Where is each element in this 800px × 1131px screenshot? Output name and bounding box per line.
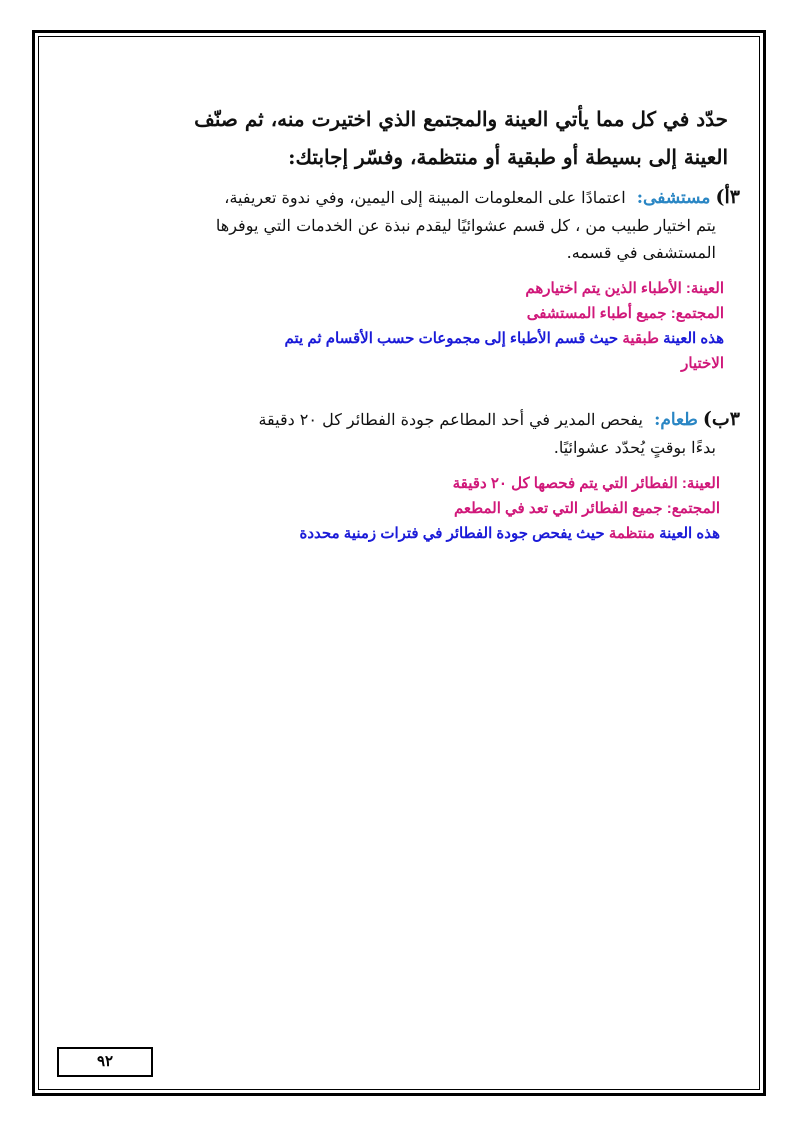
question-2 <box>60 406 740 461</box>
question-1-text-line-2: يتم اختيار طبيب من ، كل قسم عشوائيًا ليقدم نبذة عن الخدمات التي يوفرها <box>215 216 716 235</box>
answer-1-explanation-line-2: الاختيار <box>681 355 724 372</box>
answer-2-sample-label: العينة: <box>681 475 720 492</box>
answer-2-type-value: منتظمة <box>608 525 655 542</box>
question-1-tag: مستشفى: <box>636 188 711 208</box>
question-2-line-1 <box>60 406 740 434</box>
heading-line-2: العينة إلى بسيطة أو طبقية أو منتظمة، وفسّر إجابتك: <box>288 145 728 169</box>
answer-1-type-value: طبقية <box>622 330 659 347</box>
answer-1-population <box>60 301 724 326</box>
answer-1-population-value: جميع أطباء المستشفى <box>526 305 667 322</box>
answer-2-population-value: جميع الفطائر التي تعد في المطعم <box>453 500 663 517</box>
answer-2-type <box>60 521 720 546</box>
question-1-number: ٣أ) <box>715 186 740 208</box>
instructions-heading <box>60 100 728 176</box>
answer-1-type-prefix: هذه العينة <box>663 330 724 347</box>
answer-1-sample-value: الأطباء الذين يتم اختيارهم <box>525 280 682 297</box>
answer-1-sample-label: العينة: <box>685 280 724 297</box>
question-2-text-line-1: يفحص المدير في أحد المطاعم جودة الفطائر كل ٢٠ دقيقة <box>258 410 643 429</box>
answer-1 <box>60 276 740 376</box>
question-1 <box>60 184 740 266</box>
answer-1-sample <box>60 276 724 301</box>
answer-2 <box>60 471 740 546</box>
question-2-tag: طعام: <box>654 410 698 430</box>
answer-1-explanation-line-1: حيث قسم الأطباء إلى مجموعات حسب الأقسام ثم يتم <box>284 330 619 347</box>
page-number: ٩٢ <box>57 1047 153 1077</box>
answer-1-type <box>60 326 724 351</box>
question-1-text-line-3: المستشفى في قسمه. <box>566 243 716 262</box>
answer-2-sample-value: الفطائر التي يتم فحصها كل ٢٠ دقيقة <box>452 475 678 492</box>
question-1-line-1 <box>60 184 740 212</box>
heading-line-1: حدّد في كل مما يأتي العينة والمجتمع الذي اختيرت منه، ثم صنّف <box>194 107 728 131</box>
question-1-text-line-1: اعتمادًا على المعلومات المبينة إلى اليمين، وفي ندوة تعريفية، <box>224 188 626 207</box>
question-2-text-line-2: بدءًا بوقتٍ يُحدّد عشوائيًا. <box>553 438 716 457</box>
worksheet-content <box>60 100 740 546</box>
answer-2-population <box>60 496 720 521</box>
answer-1-population-label: المجتمع: <box>670 305 724 322</box>
answer-2-sample <box>60 471 720 496</box>
answer-2-type-prefix: هذه العينة <box>659 525 720 542</box>
answer-2-population-label: المجتمع: <box>666 500 720 517</box>
question-2-number: ٣ب) <box>702 408 740 430</box>
answer-2-explanation: حيث يفحص جودة الفطائر في فترات زمنية محددة <box>299 525 605 542</box>
